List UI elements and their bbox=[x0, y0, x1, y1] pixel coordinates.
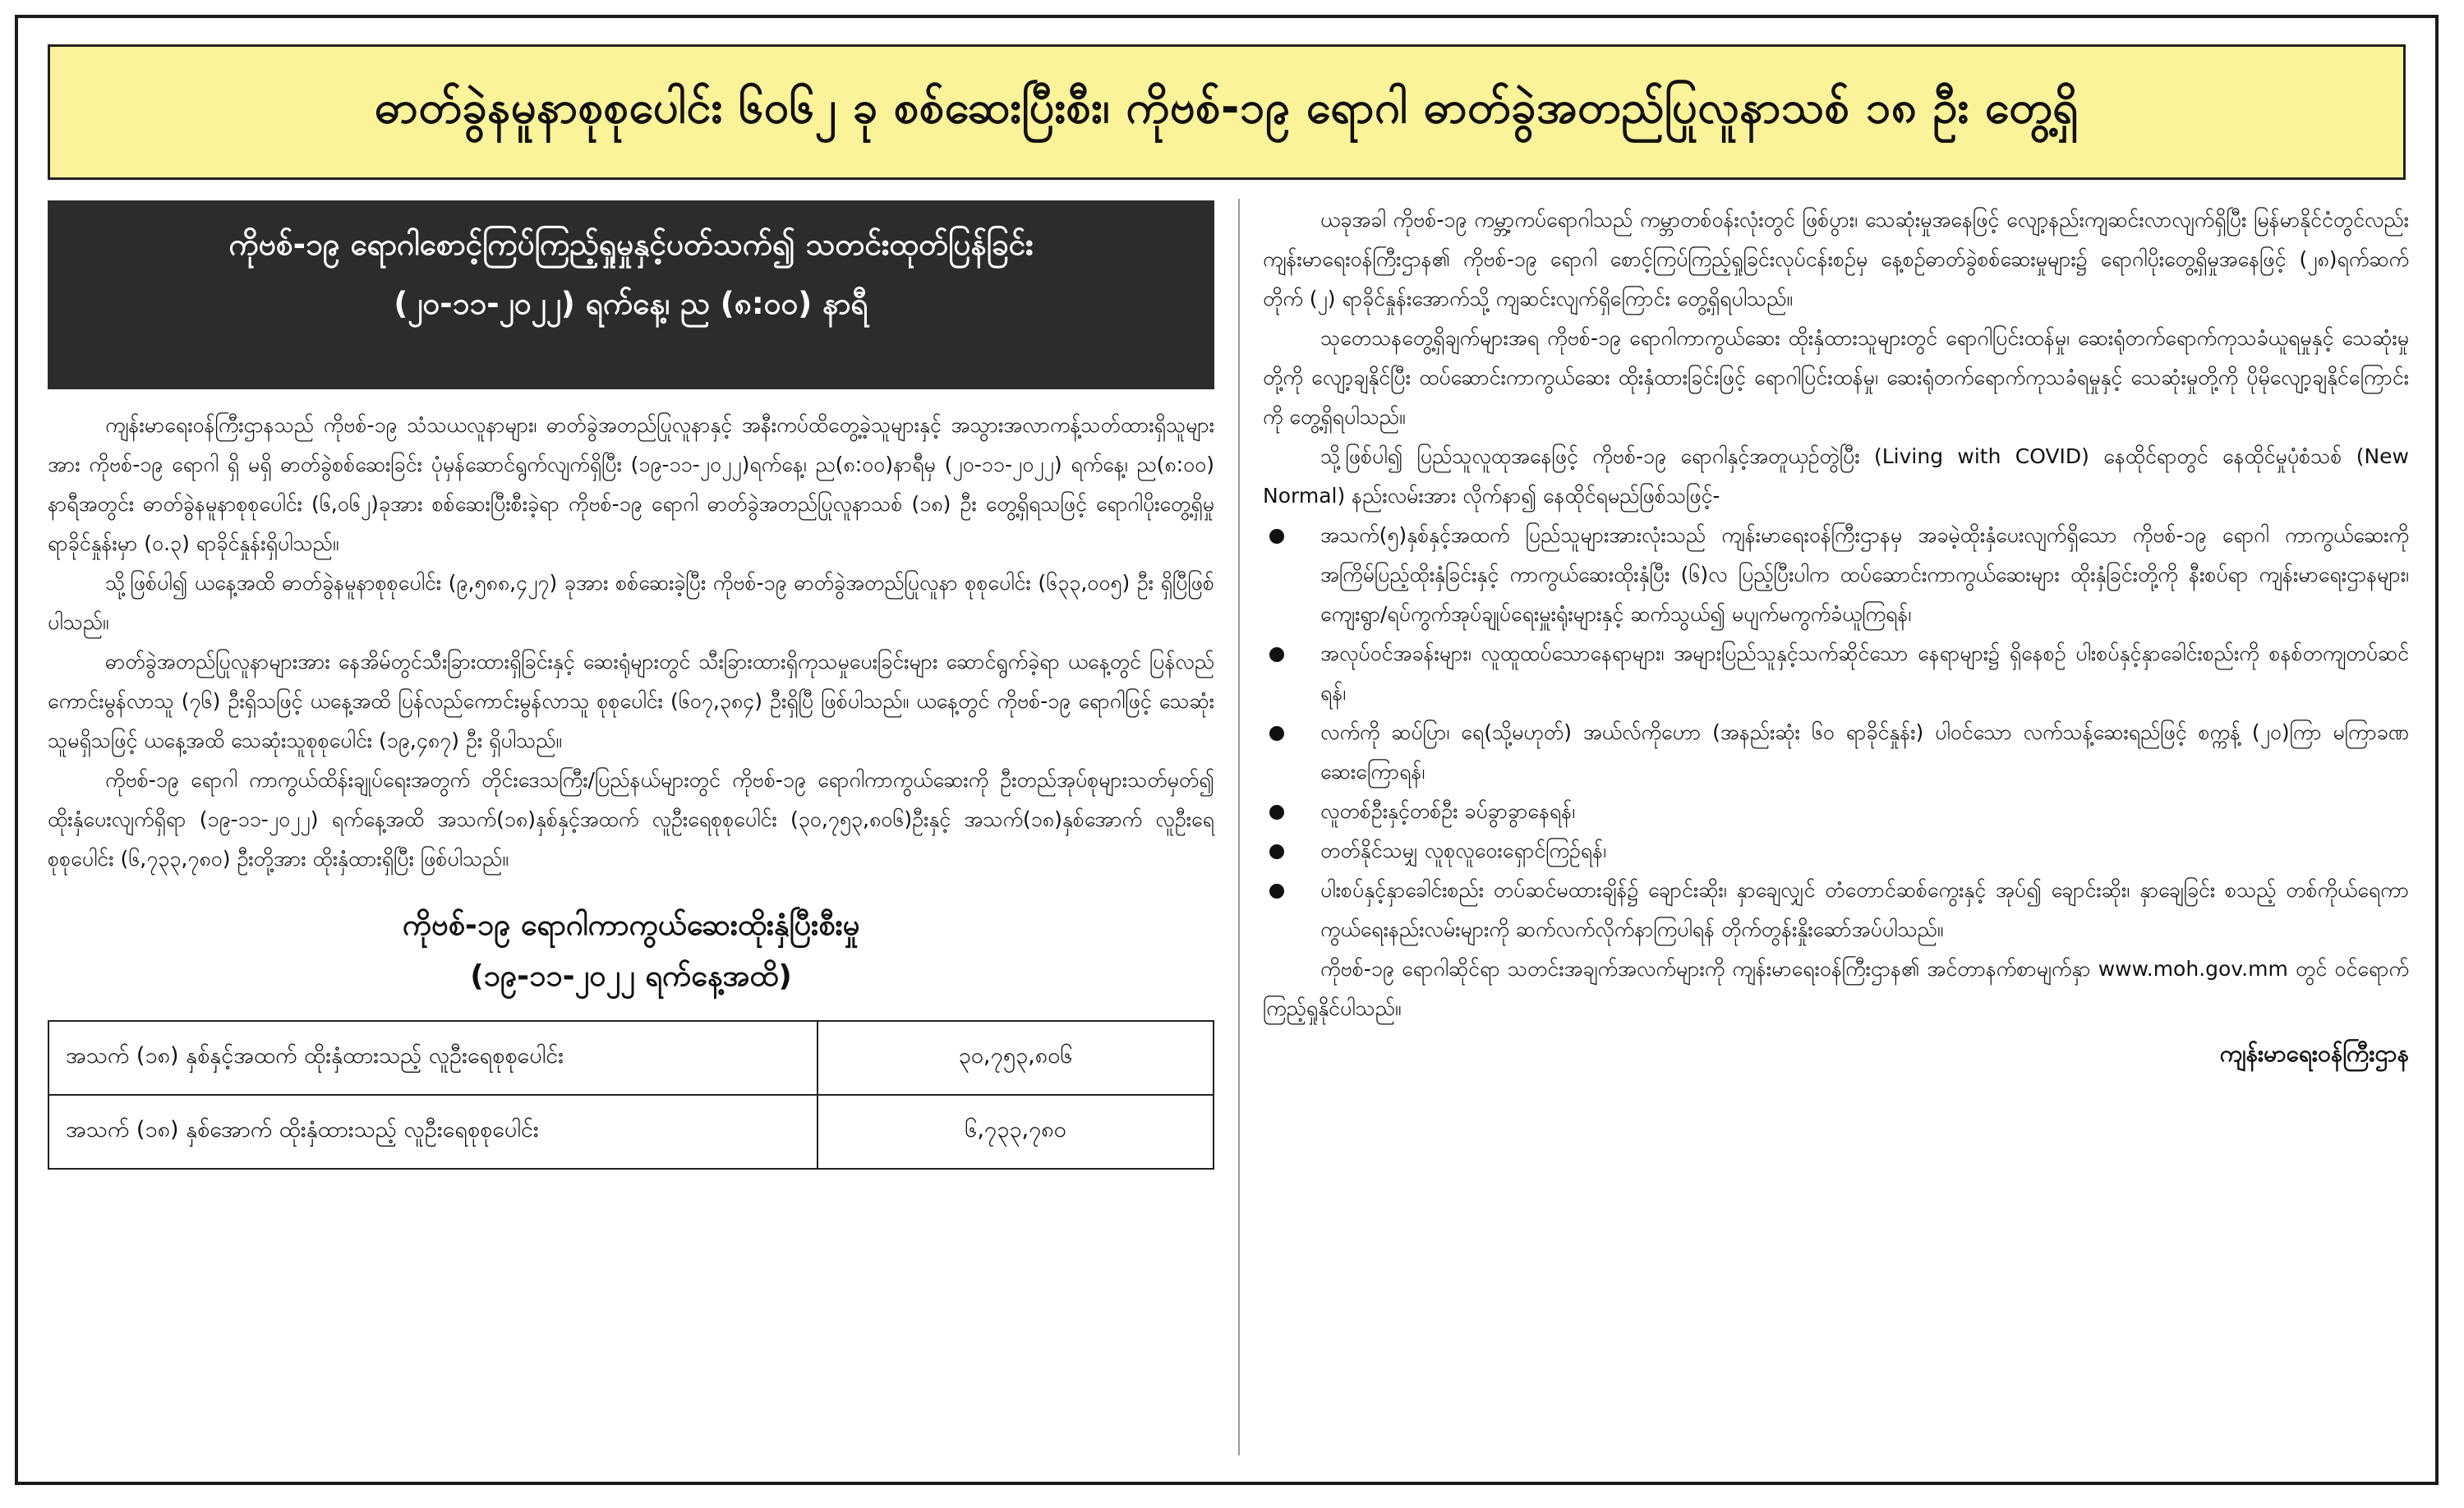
list-item-text: ပါးစပ်နှင့်နှာခေါင်းစည်း တပ်ဆင်မထားချိန်၌ ချောင်းဆိုး၊ နှာချေလျှင် တံတောင်ဆစ်ကွေးနှင့် အုပ်၍ ချောင်းဆိုး၊ နှာချေခြင်း စသည့် တစ်ကိုယ်ရေကာကွယ်ရေးနည်းလမ်းများကို ဆက်လက်လိုက်နာကြပါရန် တိုက်တွန်းနှိုးဆော်အပ်ပါသည်။ bbox=[1320, 878, 2409, 941]
bullet-icon bbox=[1269, 647, 1284, 662]
bullet-icon bbox=[1269, 844, 1284, 859]
bullet-icon bbox=[1269, 529, 1284, 544]
list-item bbox=[1263, 831, 2409, 871]
paragraph-vaccination: ကိုဗစ်-၁၉ ရောဂါ ကာကွယ်ထိန်းချုပ်ရေးအတွက် တိုင်းဒေသကြီး/ပြည်နယ်များတွင် ကိုဗစ်-၁၉ ရောဂါကာကွယ်ဆေးကို ဦးတည်အုပ်စုများသတ်မှတ်၍ ထိုးနှံပေးလျက်ရှိရာ (၁၉-၁၁-၂၀၂၂) ရက်နေ့အထိ အသက်(၁၈)နှစ်နှင့်အထက် လူဦးရေစုစုပေါင်း (၃၀,၇၅၃,၈၀၆)ဦးနှင့် အသက်(၁၈)နှစ်အောက် လူဦးရေစုစုပေါင်း (၆,၇၃၃,၇၈၀) ဦးတို့အား ထိုးနှံထားရှိပြီး ဖြစ်ပါသည်။ bbox=[48, 768, 1214, 871]
paragraph-recovery: ဓာတ်ခွဲအတည်ပြုလူနာများအား နေအိမ်တွင်သီးခြားထားရှိခြင်းနှင့် ဆေးရုံများတွင် သီးခြားထားရှိကုသမှုပေးခြင်းများ ဆောင်ရွက်ခဲ့ရာ ယနေ့တွင် ပြန်လည်ကောင်းမွန်လာသူ (၇၆) ဦးရှိသဖြင့် ယနေ့အထိ ပြန်လည်ကောင်းမွန်လာသူ စုစုပေါင်း (၆၀၇,၃၈၄) ဦးရှိပြီ ဖြစ်ပါသည်။ ယနေ့တွင် ကိုဗစ်-၁၉ ရောဂါဖြင့် သေဆုံးသူမရှိသဖြင့် ယနေ့အထိ သေဆုံးသူစုစုပေါင်း (၁၉,၄၈၇) ဦး ရှိပါသည်။ bbox=[48, 650, 1214, 752]
summary-title-line1: ကိုဗစ်-၁၉ ရောဂါကာကွယ်ဆေးထိုးနှံပြီးစီးမှု bbox=[402, 908, 860, 942]
list-item-text: တတ်နိုင်သမျှ လူစုလူဝေးရှောင်ကြဉ်ရန်၊ bbox=[1320, 839, 1607, 862]
bullet-icon bbox=[1269, 884, 1284, 899]
newspaper-notice bbox=[15, 15, 2439, 1485]
vaccination-table bbox=[48, 1020, 1214, 1170]
list-item bbox=[1263, 516, 2409, 634]
table-row bbox=[48, 1095, 1214, 1169]
table-row bbox=[48, 1021, 1214, 1095]
list-item-text: လက်ကို ဆပ်ပြာ၊ ရေ(သို့မဟုတ်) အယ်လ်ကိုဟော (အနည်းဆုံး ၆၀ ရာခိုင်နှုန်း) ပါဝင်သော လက်သန့်ဆေးရည်ဖြင့် စက္ကန့် (၂၀)ကြာ မကြာခဏ ဆေးကြောရန်၊ bbox=[1320, 720, 2409, 784]
row-label: အသက် (၁၈) နှစ်အောက် ထိုးနှံထားသည့် လူဦးရေစုစုပေါင်း bbox=[48, 1095, 817, 1169]
list-item bbox=[1263, 871, 2409, 949]
row-value: ၆,၇၃၃,၇၈၀ bbox=[817, 1095, 1214, 1169]
notice-title-line1: ကိုဗစ်-၁၉ ရောဂါစောင့်ကြပ်ကြည့်ရှုမှုနှင့်ပတ်သက်၍ သတင်းထုတ်ပြန်ခြင်း bbox=[228, 227, 1034, 262]
bullet-icon bbox=[1269, 805, 1284, 820]
list-item bbox=[1263, 713, 2409, 792]
left-paragraphs bbox=[48, 406, 1214, 879]
bullet-icon bbox=[1269, 726, 1284, 741]
headline: ဓာတ်ခွဲနမူနာစုစုပေါင်း ၆၀၆၂ ခု စစ်ဆေးပြီးစီး၊ ကိုဗစ်-၁၉ ရောဂါ ဓာတ်ခွဲအတည်ပြုလူနာသစ် ၁၈ ဦး တွေ့ရှိ bbox=[48, 44, 2406, 180]
row-value: ၃၀,၇၅၃,၈၀၆ bbox=[817, 1021, 1214, 1095]
summary-title-line2: (၁၉-၁၁-၂၀၂၂ ရက်နေ့အထိ) bbox=[470, 959, 792, 993]
vaccination-summary-title bbox=[48, 900, 1214, 1002]
notice-title-line2: (၂၀-၁၁-၂၀၂၂) ရက်နေ့၊ ည (၈:၀၀) နာရီ bbox=[394, 286, 868, 321]
row-label: အသက် (၁၈) နှစ်နှင့်အထက် ထိုးနှံထားသည့် လူဦးရေစုစုပေါင်း bbox=[48, 1021, 817, 1095]
paragraph-testing: ကျန်းမာရေးဝန်ကြီးဌာနသည် ကိုဗစ်-၁၉ သံသယလူနာများ၊ ဓာတ်ခွဲအတည်ပြုလူနာနှင့် အနီးကပ်ထိတွေ့ခဲ့သူများနှင့် အသွားအလာကန့်သတ်ထားရှိသူများအား ကိုဗစ်-၁၉ ရောဂါ ရှိ မရှိ ဓာတ်ခွဲစစ်ဆေးခြင်း ပုံမှန်ဆောင်ရွက်လျက်ရှိပြီး (၁၉-၁၁-၂၀၂၂)ရက်နေ့၊ ည(၈:၀၀)နာရီမှ (၂၀-၁၁-၂၀၂၂) ရက်နေ့၊ ည(၈:၀၀) နာရီအတွင်း ဓာတ်ခွဲနမူနာစုစုပေါင်း (၆,၀၆၂)ခုအား စစ်ဆေးပြီးစီးခဲ့ရာ ကိုဗစ်-၁၉ ရောဂါ ဓာတ်ခွဲအတည်ပြုလူနာသစ် (၁၈) ဦး တွေ့ရှိရသဖြင့် ရောဂါပိုးတွေ့ရှိမှု ရာခိုင်နှုန်းမှာ (၀.၃) ရာခိုင်နှုန်းရှိပါသည်။ bbox=[48, 413, 1214, 555]
notice-title-box bbox=[48, 200, 1214, 389]
list-item bbox=[1263, 792, 2409, 831]
list-item bbox=[1263, 634, 2409, 713]
paragraph-research: သုတေသနတွေ့ရှိချက်များအရ ကိုဗစ်-၁၉ ရောဂါကာကွယ်ဆေး ထိုးနှံထားသူများတွင် ရောဂါပြင်းထန်မှု၊ ဆေးရုံတက်ရောက်ကုသခံယူရမှုနှင့် သေဆုံးမှုတို့ကို လျော့ချနိုင်ပြီး ထပ်ဆောင်းကာကွယ်ဆေး ထိုးနှံထားခြင်းဖြင့် ရောဂါပြင်းထန်မှု၊ ဆေးရုံတက်ရောက်ကုသခံရမှုနှင့် သေဆုံးမှုတို့ကို ပိုမိုလျော့ချနိုင်ကြောင်းကို တွေ့ရှိရပါသည်။ bbox=[1263, 326, 2409, 429]
guideline-list bbox=[1263, 516, 2409, 949]
paragraph-global-trend: ယခုအခါ ကိုဗစ်-၁၉ ကမ္ဘာ့ကပ်ရောဂါသည် ကမ္ဘာတစ်ဝန်းလုံးတွင် ဖြစ်ပွား၊ သေဆုံးမှုအနေဖြင့် လျော့နည်းကျဆင်းလာလျက်ရှိပြီး မြန်မာနိုင်ငံတွင်လည်း ကျန်းမာရေးဝန်ကြီးဌာန၏ ကိုဗစ်-၁၉ ရောဂါ စောင့်ကြပ်ကြည့်ရှုခြင်းလုပ်ငန်းစဉ်မှ နေ့စဉ်ဓာတ်ခွဲစစ်ဆေးမှုများ၌ ရောဂါပိုးတွေ့ရှိမှုအနေဖြင့် (၂၈)ရက်ဆက်တိုက် (၂) ရာခိုင်နှုန်းအောက်သို့ ကျဆင်းလျက်ရှိကြောင်း တွေ့ရှိရပါသည်။ bbox=[1263, 208, 2409, 310]
column-divider bbox=[1238, 199, 1240, 1455]
list-item-text: အသက်(၅)နှစ်နှင့်အထက် ပြည်သူများအားလုံးသည် ကျန်းမာရေးဝန်ကြီးဌာနမှ အခမဲ့ထိုးနှံပေးလျက်ရှိသော ကိုဗစ်-၁၉ ရောဂါ ကာကွယ်ဆေးကို အကြိမ်ပြည့်ထိုးနှံခြင်းနှင့် ကာကွယ်ဆေးထိုးနှံပြီး (၆)လ ပြည့်ပြီးပါက ထပ်ဆောင်းကာကွယ်ဆေးများ ထိုးနှံခြင်းတို့ကို နီးစပ်ရာ ကျန်းမာရေးဌာနများ၊ ကျေးရွာ/ရပ်ကွက်အုပ်ချုပ်ရေးမှူးရုံးများနှင့် ဆက်သွယ်၍ မပျက်မကွက်ခံယူကြရန်၊ bbox=[1320, 523, 2409, 626]
list-item-text: လူတစ်ဦးနှင့်တစ်ဦး ခပ်ခွာခွာနေရန်၊ bbox=[1320, 799, 1576, 823]
left-column bbox=[48, 200, 1214, 1170]
paragraph-website: ကိုဗစ်-၁၉ ရောဂါဆိုင်ရာ သတင်းအချက်အလက်များကို ကျန်းမာရေးဝန်ကြီးဌာန၏ အင်တာနက်စာမျက်နှာ www.moh.gov.mm တွင် ဝင်ရောက်ကြည့်ရှုနိုင်ပါသည်။ bbox=[1263, 957, 2409, 1020]
paragraph-living-with-covid: သို့ဖြစ်ပါ၍ ပြည်သူလူထုအနေဖြင့် ကိုဗစ်-၁၉ ရောဂါနှင့်အတူယှဉ်တွဲပြီး (Living with COVID) နေထိုင်ရာတွင် နေထိုင်မှုပုံစံသစ် (New Normal) နည်းလမ်းအား လိုက်နာ၍ နေထိုင်ရမည်ဖြစ်သဖြင့်- bbox=[1263, 444, 2409, 508]
paragraph-cumulative: သို့ဖြစ်ပါ၍ ယနေ့အထိ ဓာတ်ခွဲနမူနာစုစုပေါင်း (၉,၅၈၈,၄၂၇) ခုအား စစ်ဆေးခဲ့ပြီး ကိုဗစ်-၁၉ ဓာတ်ခွဲအတည်ပြုလူနာ စုစုပေါင်း (၆၃၃,၀၀၅) ဦး ရှိပြီဖြစ်ပါသည်။ bbox=[48, 571, 1214, 634]
signature: ကျန်းမာရေးဝန်ကြီးဌာန bbox=[2219, 1040, 2409, 1067]
right-column bbox=[1263, 200, 2409, 1076]
list-item-text: အလုပ်ဝင်အခန်းများ၊ လူထူထပ်သောနေရာများ၊ အများပြည်သူနှင့်သက်ဆိုင်သော နေရာများ၌ ရှိနေစဉ် ပါးစပ်နှင့်နှာခေါင်းစည်းကို စနစ်တကျတပ်ဆင်ရန်၊ bbox=[1320, 641, 2409, 705]
